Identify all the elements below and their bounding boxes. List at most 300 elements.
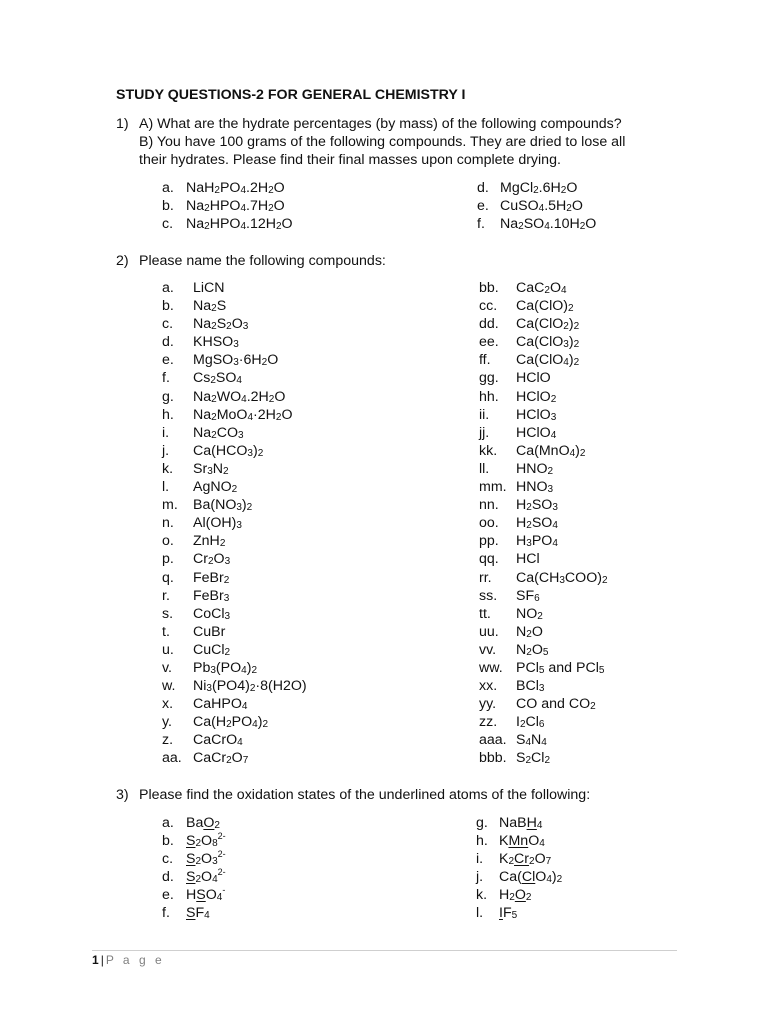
underlined-atom: O (514, 887, 526, 904)
formula-text: Na (193, 424, 212, 441)
subscript: 2 (547, 465, 554, 477)
formula-text: MoO (216, 406, 248, 423)
list-item (162, 351, 279, 369)
formula-text: FeBr (193, 569, 224, 586)
formula-text: PO (219, 180, 241, 196)
item-marker: c. (162, 316, 174, 333)
chemical-formula (193, 351, 278, 369)
chemical-formula (516, 659, 604, 677)
chemical-formula (499, 832, 545, 850)
item-marker: ee. (479, 334, 499, 351)
chemical-formula (516, 478, 553, 496)
formula-text: F (502, 905, 512, 922)
chemical-formula (186, 197, 285, 215)
list-item (162, 315, 249, 333)
formula-text: N (212, 460, 223, 477)
formula-text: Ca(CH (516, 569, 560, 586)
subscript: 2 (573, 357, 580, 369)
list-item (479, 424, 557, 442)
formula-text: (PO4) (211, 678, 250, 695)
list-item (162, 713, 269, 731)
formula-text: SO (531, 515, 553, 532)
subscript: 2 (566, 203, 572, 215)
formula-text: H (186, 887, 197, 904)
formula-text: K (499, 851, 509, 868)
formula-text: O (201, 869, 213, 886)
list-item (162, 297, 227, 315)
subscript: 2 (207, 556, 214, 568)
chemical-formula (186, 832, 226, 850)
subscript: 2 (508, 856, 515, 868)
item-marker: k. (476, 887, 488, 904)
list-item (479, 388, 557, 406)
formula-text: ) (257, 714, 263, 731)
subscript: 5 (511, 910, 518, 922)
item-marker: s. (162, 605, 174, 622)
formula-text: Cr (193, 551, 208, 568)
formula-text: Cl (531, 750, 545, 767)
compound-list (476, 814, 563, 923)
list-item (479, 478, 554, 496)
formula-text: O (535, 869, 547, 886)
subscript: 2 (537, 610, 543, 622)
chemical-formula (516, 297, 574, 315)
subscript: 3 (563, 339, 569, 351)
subscript: 4 (561, 285, 567, 296)
item-marker: i. (162, 424, 170, 441)
subscript: 2 (195, 856, 202, 868)
chemical-formula (516, 731, 547, 749)
subscript: 2 (560, 185, 567, 196)
formula-text: ·2H (253, 406, 276, 423)
item-marker: gg. (479, 370, 499, 387)
subscript: 4 (569, 447, 576, 459)
formula-text: (PO (215, 659, 242, 676)
formula-text: MgSO (193, 352, 234, 369)
chemical-formula (516, 315, 579, 333)
formula-text: O (585, 216, 597, 233)
chemical-formula (193, 623, 225, 641)
chemical-formula (193, 695, 247, 713)
subscript: 3 (206, 683, 212, 695)
subscript: 2 (223, 574, 230, 586)
underlined-atom: I (499, 905, 503, 922)
chemical-formula (193, 605, 230, 623)
subscript: 3 (233, 339, 239, 351)
item-marker: bbb. (479, 750, 507, 767)
list-item (479, 297, 574, 315)
formula-text: HCl (516, 551, 540, 568)
question-2 (116, 252, 696, 270)
formula-text: Ca(ClO (516, 352, 564, 369)
list-item (162, 179, 285, 197)
formula-text: Na (500, 216, 519, 233)
subscript: 2 (251, 664, 258, 676)
compound-list (479, 279, 608, 768)
subscript: 3 (526, 538, 532, 550)
subscript: 5 (598, 664, 605, 676)
formula-text: H (516, 533, 527, 550)
item-marker: oo. (479, 515, 499, 532)
list-item (162, 867, 226, 886)
subscript: 2 (211, 321, 217, 333)
chemical-formula (193, 569, 229, 587)
subscript: 3 (550, 411, 557, 423)
subscript: 4 (247, 411, 254, 423)
formula-text: O (571, 198, 583, 215)
chemical-formula (516, 713, 544, 731)
formula-text: S (216, 316, 227, 333)
question-3 (116, 786, 696, 804)
item-marker: ww. (479, 659, 503, 676)
formula-text: O (267, 352, 279, 369)
formula-text: SF (516, 587, 535, 604)
chemical-formula (516, 623, 543, 641)
chemical-formula (516, 605, 543, 623)
question-number: 3) (116, 787, 129, 803)
list-item (162, 215, 293, 233)
item-marker: h. (476, 833, 488, 850)
item-marker: hh. (479, 388, 499, 405)
subscript: 3 (224, 610, 231, 622)
chemical-formula (186, 814, 220, 832)
formula-text: O (273, 180, 285, 196)
formula-text: Al(OH) (193, 515, 237, 532)
chemical-formula (499, 868, 562, 886)
formula-text: COO) (564, 569, 602, 586)
chemical-formula (193, 279, 225, 297)
subscript: 2 (526, 628, 532, 640)
chemical-formula (193, 587, 229, 605)
formula-text: O (231, 316, 243, 333)
chemical-formula (193, 333, 239, 351)
subscript: 2 (526, 520, 532, 532)
formula-text: CuBr (193, 623, 226, 640)
formula-text: HNO (516, 479, 548, 496)
list-item (477, 179, 578, 197)
chemical-formula (193, 659, 257, 677)
subscript: 2 (573, 321, 580, 333)
list-item (479, 749, 550, 767)
formula-text: ) (246, 659, 252, 676)
formula-text: Na (193, 406, 212, 423)
chemical-formula (193, 315, 248, 333)
formula-text: CuSO (500, 198, 539, 215)
chemical-formula (193, 442, 263, 460)
chemical-formula (499, 904, 517, 922)
underlined-atom: H (526, 815, 537, 831)
superscript: - (222, 885, 226, 896)
formula-text: NaH (186, 180, 215, 196)
chemical-formula (193, 550, 230, 568)
chemical-formula (193, 514, 242, 532)
item-marker: z. (162, 732, 174, 749)
formula-text: AgNO (193, 479, 232, 496)
subscript: 4 (241, 393, 247, 405)
list-item (479, 550, 540, 568)
question-1 (116, 115, 696, 169)
item-marker: x. (162, 696, 174, 713)
item-marker: u. (162, 641, 174, 658)
subscript: 4 (539, 838, 545, 850)
page-number: 1 (92, 953, 99, 967)
item-marker: bb. (479, 280, 499, 296)
formula-text: CoCl (193, 605, 225, 622)
formula-text: NaB (499, 815, 527, 831)
item-marker: dd. (479, 316, 499, 333)
item-marker: d. (162, 869, 174, 886)
subscript: 2 (526, 646, 532, 658)
item-marker: nn. (479, 497, 499, 514)
item-marker: r. (162, 587, 170, 604)
subscript: 4 (240, 185, 247, 196)
formula-text: O (534, 851, 546, 868)
formula-text: PCl (516, 659, 539, 676)
formula-text: Cs (193, 370, 211, 387)
formula-text: HClO (516, 370, 551, 387)
item-marker: mm. (479, 479, 507, 496)
list-item (162, 460, 229, 478)
formula-text: N (516, 623, 527, 640)
chemical-formula (193, 297, 226, 315)
compound-list (162, 814, 226, 923)
subscript: 2 (568, 303, 574, 315)
list-item (162, 442, 264, 460)
list-item (162, 369, 242, 387)
subscript: 2 (544, 755, 550, 767)
item-marker: k. (162, 460, 174, 477)
list-item (479, 315, 580, 333)
formula-text: Na (186, 198, 205, 215)
formula-text: .2H (246, 180, 269, 196)
formula-text: H (499, 887, 510, 904)
question-number: 2) (116, 253, 129, 269)
formula-text: SO (215, 370, 237, 387)
subscript: 7 (242, 755, 249, 767)
formula-text: O (273, 198, 285, 215)
item-marker: d. (477, 180, 489, 196)
list-item (479, 695, 596, 713)
list-item (479, 333, 580, 351)
subscript: 4 (552, 520, 558, 532)
formula-text: ) (241, 497, 247, 514)
subscript: 7 (545, 856, 552, 868)
formula-text: ) (575, 442, 580, 459)
subscript: 2 (226, 755, 232, 767)
list-item (162, 496, 253, 514)
list-item (162, 885, 226, 904)
formula-text: SO (531, 497, 553, 514)
subscript: 3 (233, 357, 239, 369)
formula-text: ·8(H2O) (255, 678, 307, 695)
subscript: 3 (223, 592, 230, 604)
formula-text: PO (531, 533, 553, 550)
subscript: 2 (249, 683, 256, 695)
chemical-formula (516, 388, 556, 406)
subscript: 3 (552, 502, 558, 514)
list-item (479, 460, 554, 478)
formula-text: O (531, 641, 543, 658)
underlined-atom: S (186, 851, 196, 868)
subscript: 6 (538, 719, 545, 731)
item-marker: w. (162, 678, 176, 695)
list-item (476, 850, 552, 868)
list-item (162, 641, 231, 659)
formula-text: Cl (525, 714, 539, 731)
list-item (479, 605, 543, 623)
compound-list (162, 279, 307, 768)
chemical-formula (516, 550, 540, 568)
formula-text: .2H (246, 388, 269, 405)
formula-text: .10H (549, 216, 580, 233)
formula-text: O (205, 887, 217, 904)
subscript: 4 (538, 203, 545, 215)
list-item (479, 532, 558, 550)
formula-text: O (549, 280, 561, 296)
item-marker: vv. (479, 641, 497, 658)
list-item (479, 369, 551, 387)
list-item (162, 550, 231, 568)
subscript: 2 (601, 574, 608, 586)
item-marker: b. (162, 833, 174, 850)
subscript: 2 (211, 303, 217, 315)
chemical-formula (516, 749, 550, 767)
item-marker: qq. (479, 551, 499, 568)
list-item (477, 215, 597, 233)
list-item (479, 514, 558, 532)
footer-divider (92, 950, 677, 951)
item-marker: kk. (479, 442, 498, 459)
formula-text: HClO (516, 424, 551, 441)
list-item (479, 406, 557, 424)
list-item (479, 587, 540, 605)
subscript: 2 (214, 820, 220, 831)
subscript: 2 (211, 429, 217, 441)
formula-text: Ca(HCO (193, 442, 248, 459)
item-marker: e. (162, 887, 174, 904)
subscript: 3 (247, 447, 253, 459)
subscript: 2 (550, 393, 557, 405)
formula-text: O (213, 551, 225, 568)
chemical-formula (516, 532, 558, 550)
subscript: 3 (242, 321, 249, 333)
item-marker: yy. (479, 696, 497, 713)
subscript: 3 (236, 520, 242, 532)
subscript: 2 (268, 185, 274, 196)
formula-text: ) (568, 316, 574, 333)
chemical-formula (193, 369, 242, 387)
item-marker: zz. (479, 714, 498, 731)
list-item (476, 904, 518, 922)
formula-text: H (516, 497, 527, 514)
superscript: 2- (217, 831, 226, 842)
subscript: 5 (538, 664, 545, 676)
compound-list (162, 179, 293, 233)
list-item (162, 659, 258, 677)
subscript: 2 (211, 393, 217, 405)
chemical-formula (193, 388, 285, 406)
underlined-atom: S (186, 905, 196, 922)
formula-text: HClO (516, 406, 551, 423)
subscript: 3 (224, 556, 231, 568)
chemical-formula (516, 569, 608, 587)
chemical-formula (516, 460, 553, 478)
subscript: 2 (224, 646, 231, 658)
list-item (162, 695, 248, 713)
subscript: 4 (241, 664, 247, 676)
formula-text: and PCl (544, 659, 599, 676)
item-marker: o. (162, 533, 174, 550)
item-marker: j. (476, 869, 484, 886)
question-line: A) What are the hydrate percentages (by mass) of the following compounds? (139, 116, 622, 132)
list-item (479, 442, 586, 460)
formula-text: PO (231, 714, 253, 731)
formula-text: Ba(NO (193, 497, 237, 514)
subscript: 6 (534, 592, 540, 604)
chemical-formula (186, 179, 285, 197)
formula-text: O (274, 388, 286, 405)
subscript: 2 (518, 221, 524, 233)
chemical-formula (193, 641, 230, 659)
question-line: their hydrates. Please find their final masses upon complete drying. (139, 152, 561, 168)
subscript: 2 (544, 285, 550, 296)
formula-text: MgCl (500, 180, 534, 196)
formula-text: CaCr (193, 750, 227, 767)
formula-text: I (516, 714, 520, 731)
list-item (162, 197, 285, 215)
formula-text: F (195, 905, 205, 922)
formula-text: .12H (246, 216, 276, 233)
subscript: 3 (236, 502, 242, 514)
list-item (162, 532, 226, 550)
subscript: 2 (275, 411, 282, 423)
list-item (479, 659, 605, 677)
formula-text: N (516, 641, 527, 658)
underlined-atom: Cr (514, 851, 530, 868)
formula-text: CO and CO (516, 696, 591, 713)
item-marker: q. (162, 569, 174, 586)
list-item (479, 713, 545, 731)
subscript: 4 (563, 357, 569, 369)
list-item (162, 623, 226, 641)
subscript: 2 (226, 321, 232, 333)
item-marker: a. (162, 280, 174, 296)
formula-text: O (566, 180, 578, 196)
list-item (162, 587, 230, 605)
item-marker: g. (476, 815, 488, 831)
subscript: 4 (241, 701, 248, 713)
item-marker: b. (162, 198, 174, 215)
item-marker: ff. (479, 352, 491, 369)
subscript: 2 (195, 838, 202, 850)
chemical-formula (193, 460, 229, 478)
formula-text: BCl (516, 678, 539, 695)
list-item (162, 814, 220, 832)
list-item (162, 605, 231, 623)
subscript: 2 (579, 221, 586, 233)
item-marker: y. (162, 714, 172, 731)
formula-text: Ca( (499, 869, 522, 886)
subscript: 2 (579, 447, 586, 459)
footer-separator: | (100, 953, 104, 967)
subscript: 2 (204, 203, 210, 215)
subscript: 2 (268, 203, 274, 215)
list-item (476, 814, 543, 832)
chemical-formula (186, 850, 226, 868)
item-marker: ll. (479, 460, 490, 477)
list-item (162, 831, 226, 850)
question-text: Please find the oxidation states of the underlined atoms of the following: (139, 787, 591, 803)
